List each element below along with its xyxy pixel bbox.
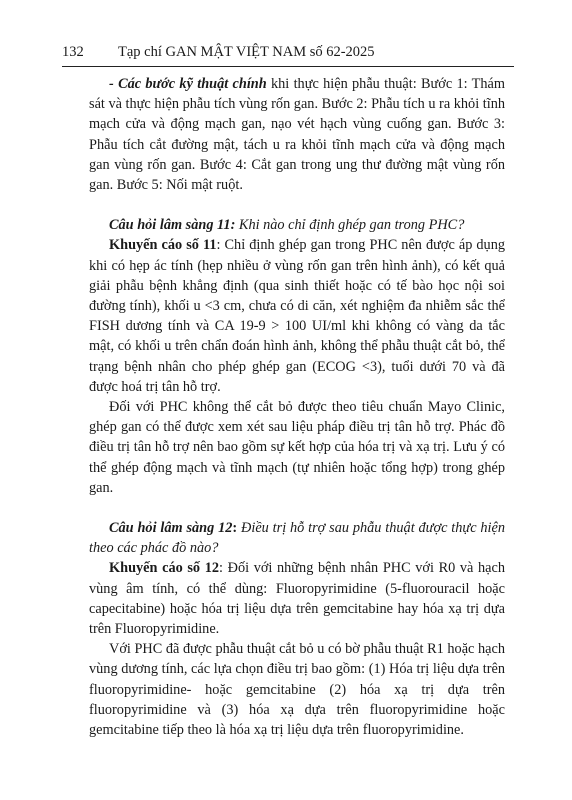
surgical-steps-paragraph <box>89 74 505 195</box>
page-number: 132 <box>62 44 84 60</box>
surgical-steps-text: khi thực hiện phẫu thuật: Bước 1: Thám sát và thực hiện phẫu tích vùng rốn gan. Bước 2: Phẫu tích u ra khỏi tĩnh mạch cửa và động mạch gan, nạo vét hạch vùng cuống gan. Bước 3: Phẫu tích cắt đường mật, tách u ra khỏi tĩnh mạch cửa và động mạch gan vùng rốn gan. Bước 4: Cắt gan trong ung thư đường mật vùng rốn gan. Bước 5: Nối mật ruột. <box>89 76 505 194</box>
article-body <box>89 74 505 740</box>
mayo-clinic-paragraph: Đối với PHC không thể cắt bỏ được theo tiêu chuẩn Mayo Clinic, ghép gan có thể được xem xét sau liệu pháp điều trị tân hỗ trợ. Phác đồ điều trị tân hỗ trợ nên bao gồm sự kết hợp của hóa trị và xạ trị. Lưu ý có thể ghép động mạch và tĩnh mạch (tự nhiên hoặc tổng hợp) trong ghép gan. <box>89 399 505 496</box>
running-header <box>62 43 514 61</box>
journal-title: Tạp chí GAN MẬT VIỆT NAM số 62-2025 <box>118 44 375 60</box>
question-11-text: Khi nào chỉ định ghép gan trong PHC? <box>235 217 465 234</box>
question-12-label: Câu hỏi lâm sàng 12 <box>109 520 233 537</box>
r1-treatment-paragraph: Với PHC đã được phẫu thuật cắt bỏ u có bờ phẫu thuật R1 hoặc hạch vùng dương tính, các lựa chọn điều trị bao gồm: (1) Hóa trị liệu dựa trên fluoropyrimidine- hoặc gemcitabine (2) hóa xạ trị dựa trên fluoropyrimidine và (3) hóa xạ dựa trên fluoropyrimidine hoặc gemcitabine tiếp theo là hóa xạ trị liệu dựa trên fluoropyrimidine. <box>89 641 505 739</box>
recommendation-12 <box>89 558 505 639</box>
question-12-text: Điều trị hỗ trợ sau phẫu thuật được thực hiện theo các phác đồ nào? <box>89 520 505 557</box>
clinical-question-11 <box>89 215 505 235</box>
recommendation-11-text: : Chỉ định ghép gan trong PHC nên được áp dụng khi có hẹp ác tính (hẹp nhiều ở vùng rốn gan trên hình ảnh), có kết quả giải phẫu bệnh khẳng định (qua sinh thiết hoặc có tế bào học nội soi đường tính), khối u <3 cm, chưa có di căn, xét nghiệm đa nhiễm sắc thể FISH dương tính và CA 19-9 > 100 UI/ml khi không có vàng da tắc mật, có khối u trên chẩn đoán hình ảnh, không thể phẫu thuật cắt bỏ, thể trạng bệnh nhân cho phép ghép gan (ECOG <3), tuổi dưới 70 và đã được hoá trị tân hỗ trợ. <box>89 237 505 395</box>
surgical-steps-lead: - Các bước kỹ thuật chính <box>109 76 267 92</box>
question-12-colon: : <box>232 520 238 537</box>
recommendation-12-label: Khuyến cáo số 12 <box>109 560 220 577</box>
header-rule <box>62 66 514 67</box>
clinical-question-12 <box>89 518 505 558</box>
recommendation-11 <box>89 235 505 397</box>
recommendation-12-text: : Đối với những bệnh nhân PHC với R0 và hạch vùng âm tính, có thể dùng: Fluoropyrimidine (5-fluorouracil hoặc capecitabine) hoặc hóa trị liệu dựa trên gemcitabine hay hóa xạ trị dựa trên Fluoropyrimidine. <box>89 560 505 638</box>
question-11-label: Câu hỏi lâm sàng 11: <box>109 217 236 234</box>
recommendation-11-label: Khuyến cáo số 11 <box>109 237 217 254</box>
